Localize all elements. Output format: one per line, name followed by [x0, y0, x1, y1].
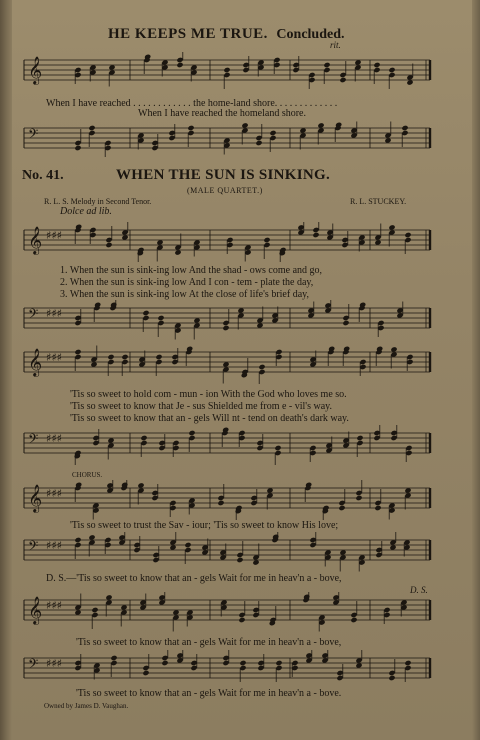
key-signature-icon: ♯♯♯ — [46, 657, 62, 670]
note-head — [176, 62, 183, 68]
note-head — [239, 660, 246, 666]
note-head — [269, 130, 276, 136]
bass-clef-icon: 𝄢 — [28, 126, 39, 145]
note-head — [404, 660, 411, 666]
note-head — [338, 505, 345, 511]
hymn-subtitle: (MALE QUARTET.) — [187, 186, 263, 195]
refrain-verse-3: 'Tis so sweet to know that an - gels Will nt - tend on death's dark way. — [70, 413, 349, 424]
lyric-line-concluded-upper: When I have reached . . . . . . . . . . . . the home-land shore. . . . . . . . . . . . . — [46, 98, 338, 109]
note-head — [275, 660, 282, 666]
note-head — [339, 77, 346, 83]
composer-credit: R. L. STUCKEY. — [350, 197, 407, 206]
dal-segno-lyric: D. S.—'Tis so sweet to know that an - gels Wait for me in heav'n a - bove, — [46, 573, 342, 584]
treble-clef-icon: 𝄞 — [28, 56, 43, 84]
concluded-hymn-title — [108, 26, 345, 43]
staff-bass-system-4 — [20, 650, 440, 690]
staff-bass-concluded — [20, 120, 440, 160]
key-signature-icon: ♯♯♯ — [46, 351, 62, 364]
dal-segno-mark: D. S. — [410, 585, 428, 595]
hymn-title: WHEN THE SUN IS SINKING. — [116, 167, 331, 183]
note-head — [161, 660, 168, 666]
treble-clef-icon: 𝄞 — [28, 484, 43, 512]
note-head — [121, 354, 128, 360]
staff-bass-system-3 — [20, 532, 440, 572]
note-head — [184, 542, 191, 548]
tempo-marking: Dolce ad lib. — [60, 206, 112, 217]
staff-bass-system-1 — [20, 300, 440, 340]
note-head — [222, 325, 229, 331]
credit-left: R. L. S. Melody in Second Tenor. — [44, 197, 152, 206]
key-signature-icon: ♯♯♯ — [46, 432, 62, 445]
note-head — [88, 125, 95, 131]
note-head — [140, 435, 147, 441]
key-signature-icon: ♯♯♯ — [46, 487, 62, 500]
key-signature-icon: ♯♯♯ — [46, 229, 62, 242]
staff-treble-system-3 — [20, 480, 440, 520]
note-head — [142, 670, 149, 676]
treble-clef-icon: 𝄞 — [28, 348, 43, 376]
note-head — [91, 607, 98, 613]
note-head — [263, 237, 270, 243]
note-head — [274, 445, 281, 451]
note-head — [323, 62, 330, 68]
note-head — [388, 675, 395, 681]
concluded-hymn-name: HE KEEPS ME TRUE. — [108, 26, 268, 42]
note-head — [74, 349, 81, 355]
verse-2-line: 2. When the sun is sink-ing low And I con - tem - plate the day, — [60, 277, 314, 288]
note-head — [187, 125, 194, 131]
chorus-label: CHORUS. — [72, 471, 103, 479]
note-head — [350, 617, 357, 623]
page-binding — [0, 0, 12, 740]
note-head — [157, 315, 164, 321]
verse-3-line: 3. When the sun is sink-ing low At the close of life's brief day, — [60, 289, 309, 300]
note-head — [255, 140, 262, 146]
bass-clef-icon: 𝄢 — [28, 656, 39, 675]
note-head — [401, 125, 408, 131]
key-signature-icon: ♯♯♯ — [46, 307, 62, 320]
final-lyric-upper: 'Tis so sweet to know that an - gels Wait for me in heav'n a - bove, — [76, 637, 342, 648]
staff-treble-system-4 — [20, 592, 440, 632]
key-signature-icon: ♯♯♯ — [46, 539, 62, 552]
bass-clef-icon: 𝄢 — [28, 431, 39, 450]
note-head — [312, 232, 319, 238]
note-head — [110, 655, 117, 661]
note-head — [217, 500, 224, 506]
concluded-label: Concluded. — [276, 27, 345, 42]
staff-treble-system-1 — [20, 222, 440, 262]
staff-bass-system-2 — [20, 425, 440, 465]
note-head — [74, 145, 81, 151]
ownership-note: Owned by James D. Vaughan. — [44, 702, 129, 710]
note-head — [223, 67, 230, 73]
key-signature-icon: ♯♯♯ — [46, 599, 62, 612]
bass-clef-icon: 𝄢 — [28, 538, 39, 557]
lyric-line-concluded-lower: When I have reached the homeland shore. — [138, 108, 306, 119]
staff-treble-concluded — [20, 52, 440, 92]
refrain-verse-1: 'Tis so sweet to hold com - mun - ion With the God who loves me so. — [70, 389, 347, 400]
chorus-lyric: 'Tis so sweet to trust the Sav - iour; 'Tis so sweet to know His love; — [70, 520, 339, 531]
note-head — [388, 67, 395, 73]
note-head — [356, 435, 363, 441]
bass-clef-icon: 𝄢 — [28, 306, 39, 325]
ritardando-mark: rit. — [330, 40, 341, 50]
verse-1-line: 1. When the sun is sink-ing low And the shad - ows come and go, — [60, 265, 323, 276]
treble-clef-icon: 𝄞 — [28, 226, 43, 254]
note-head — [155, 354, 162, 360]
note-head — [188, 430, 195, 436]
note-head — [373, 62, 380, 68]
note-head — [107, 354, 114, 360]
treble-clef-icon: 𝄞 — [28, 596, 43, 624]
hymn-number: No. 41. — [22, 168, 64, 183]
note-head — [355, 495, 362, 501]
note-head — [236, 557, 243, 563]
note-head — [374, 505, 381, 511]
staff-treble-system-2 — [20, 344, 440, 384]
note-head — [342, 320, 349, 326]
final-lyric-lower: 'Tis so sweet to know that an - gels Wait for me in heav'n a - bove. — [76, 688, 342, 699]
note-head — [105, 242, 112, 248]
note-head — [142, 310, 149, 316]
page-edge — [472, 0, 480, 740]
refrain-verse-2: 'Tis so sweet to know that Je - sus Shielded me from e - vil's way. — [70, 401, 333, 412]
note-head — [74, 537, 81, 543]
note-head — [238, 617, 245, 623]
note-head — [404, 232, 411, 238]
note-head — [258, 364, 265, 370]
